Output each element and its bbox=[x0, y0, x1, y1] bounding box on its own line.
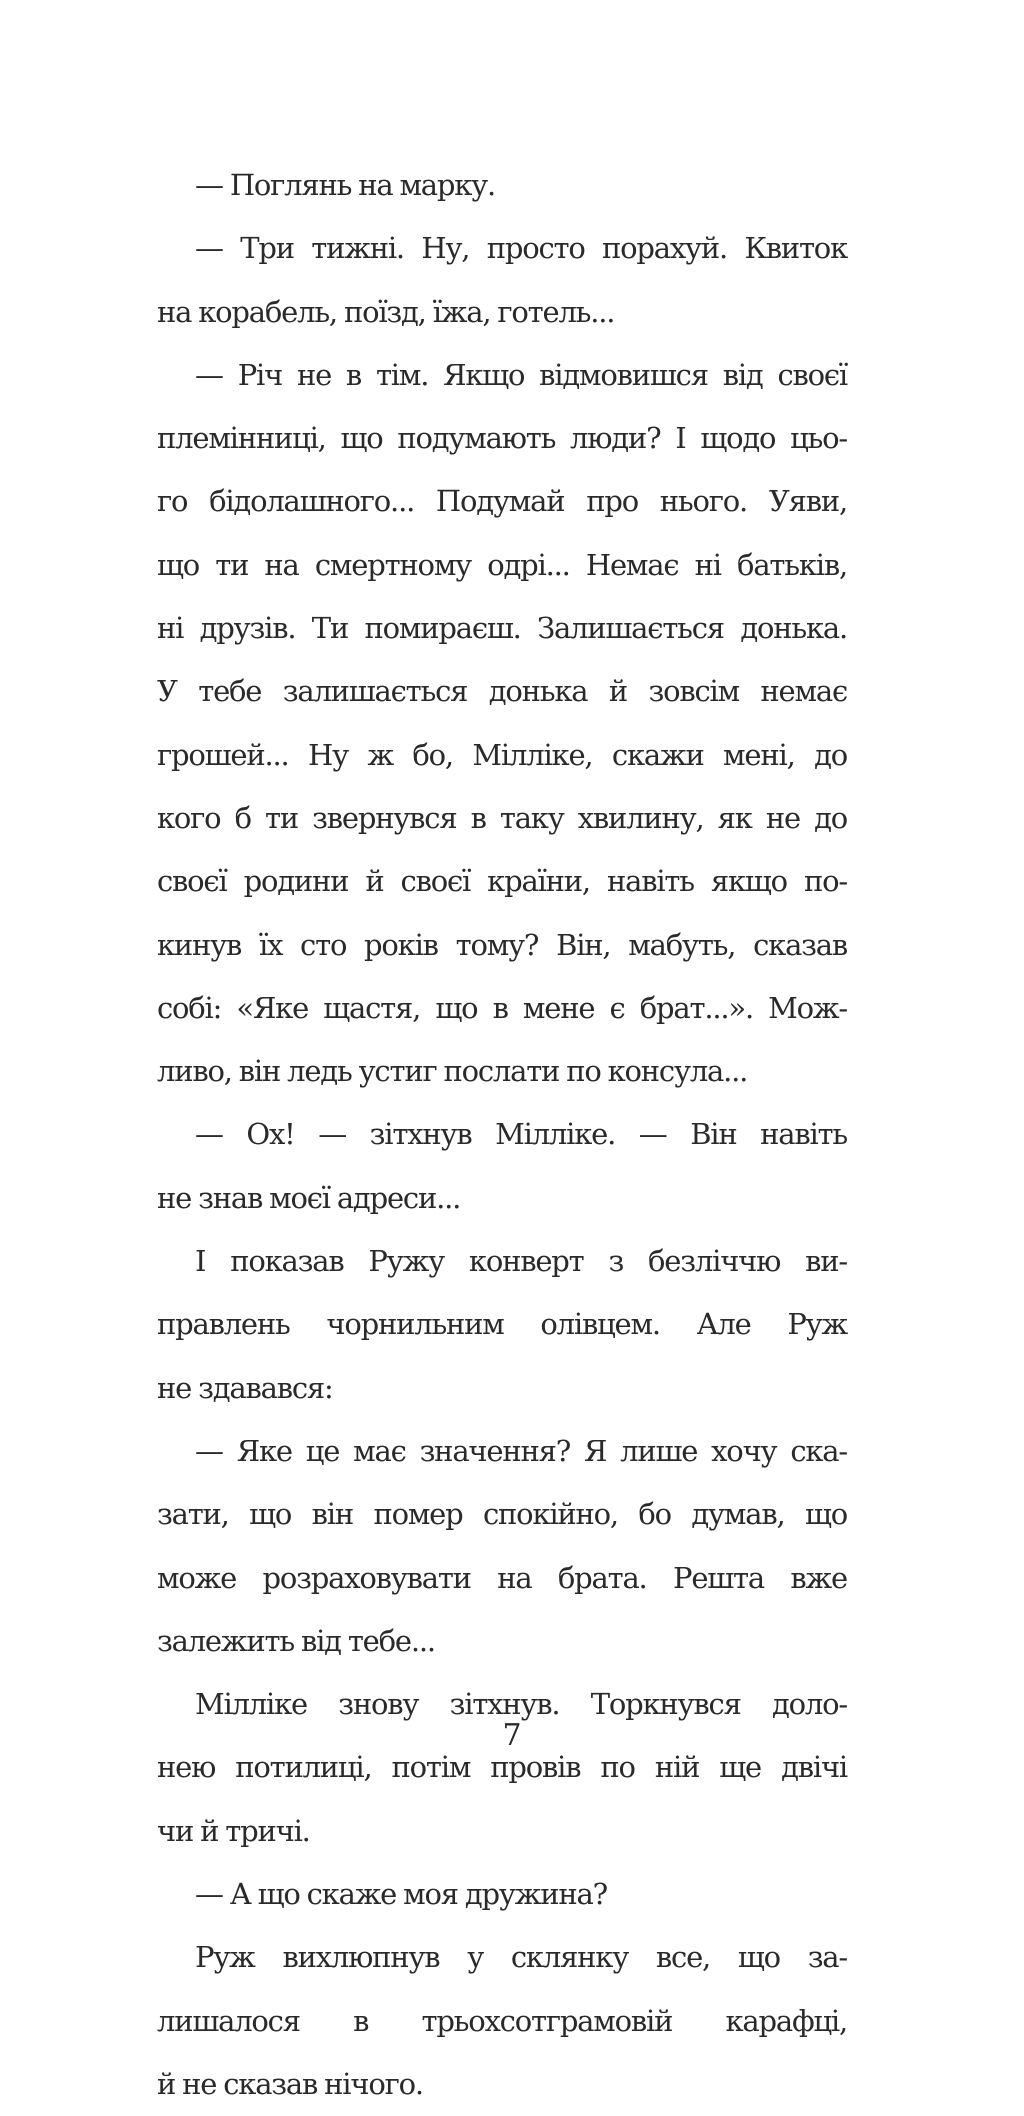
text-line: не здавався: bbox=[157, 1370, 333, 1405]
text-line: залежить від тебе... bbox=[157, 1623, 435, 1658]
text-line: — Ох! — зітхнув Мілліке. — Він навіть bbox=[195, 1117, 847, 1152]
text-line: нею потилиці, потім провів по ній ще двічі bbox=[157, 1750, 847, 1785]
text-line: лишалося в трьохсотграмовій карафці, bbox=[157, 2003, 847, 2038]
text-line: собі: «Яке щастя, що в мене є брат...». Мож- bbox=[157, 990, 847, 1025]
text-line: ливо, він ледь устиг послати по консула... bbox=[157, 1054, 748, 1089]
text-line: Руж вихлюпнув у склянку все, що за- bbox=[195, 1940, 847, 1975]
text-line: кого б ти звернувся в таку хвилину, як не до bbox=[157, 800, 847, 835]
page-number: 7 bbox=[502, 1718, 522, 1753]
text-line: не знав моєї адреси... bbox=[157, 1180, 461, 1215]
text-line: ні друзів. Ти помираєш. Залишається донька. bbox=[157, 611, 847, 646]
text-line: Мілліке знову зітхнув. Торкнувся доло- bbox=[195, 1687, 847, 1722]
text-line: — Поглянь на марку. bbox=[195, 168, 496, 202]
text-line: грошей... Ну ж бо, Мілліке, скажи мені, до bbox=[157, 737, 847, 772]
text-line: го бідолашного... Подумай про нього. Уяви, bbox=[157, 484, 847, 519]
text-line: — А що скаже моя дружина? bbox=[195, 1877, 607, 1912]
text-line: — Яке це має значення? Я лише хочу ска- bbox=[195, 1433, 847, 1468]
text-line: зати, що він помер спокійно, бо думав, що bbox=[157, 1497, 847, 1532]
text-line: своєї родини й своєї країни, навіть якщо по- bbox=[157, 864, 847, 899]
text-line: — Три тижні. Ну, просто порахуй. Квиток bbox=[195, 231, 847, 266]
text-line: І показав Ружу конверт з безліччю ви- bbox=[195, 1244, 847, 1279]
text-line: правлень чорнильним олівцем. Але Руж bbox=[157, 1307, 847, 1342]
text-line: — Річ не в тім. Якщо відмовишся від своєї bbox=[195, 357, 847, 392]
text-line: племінниці, що подумають люди? І щодо цьо- bbox=[157, 421, 847, 456]
page-body bbox=[157, 154, 847, 2116]
text-line: й не сказав нічого. bbox=[157, 2066, 423, 2101]
text-line: У тебе залишається донька й зовсім немає bbox=[157, 674, 847, 709]
text-line: на корабель, поїзд, їжа, готель... bbox=[157, 294, 615, 329]
text-line: може розраховувати на брата. Решта вже bbox=[157, 1560, 847, 1595]
text-line: чи й тричі. bbox=[157, 1813, 310, 1848]
text-line: що ти на смертному одрі... Немає ні батьків, bbox=[157, 547, 847, 582]
text-line: кинув їх сто років тому? Він, мабуть, сказав bbox=[157, 927, 847, 962]
